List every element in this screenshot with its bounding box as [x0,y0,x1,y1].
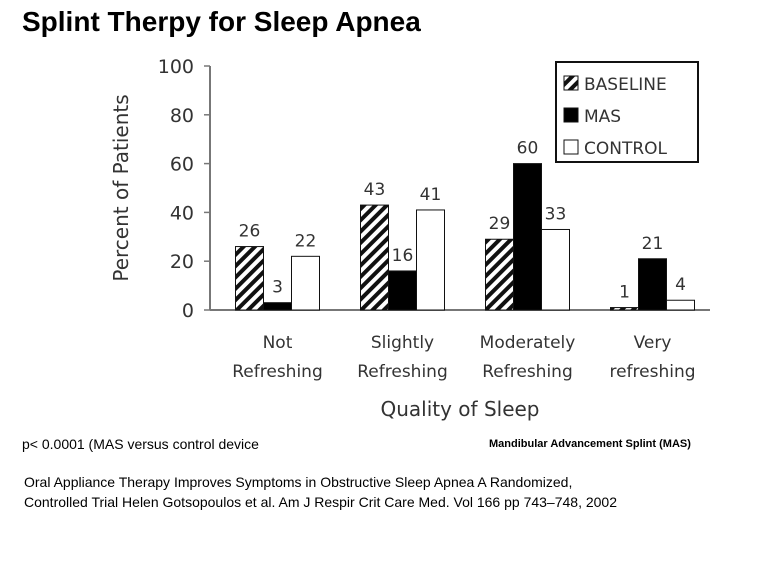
bar-value-label: 33 [544,204,567,225]
significance-note: p< 0.0001 (MAS versus control device [22,436,259,452]
bar-control [667,300,695,310]
y-tick-label: 20 [169,251,194,274]
bar-baseline [486,239,514,310]
bar-mas [264,303,292,310]
x-tick-label: Refreshing [482,362,573,382]
y-tick-label: 80 [169,104,194,127]
bar-value-label: 26 [238,221,261,242]
legend-swatch-mas [564,108,578,122]
citation [24,472,764,512]
slide-title: Splint Therpy for Sleep Apnea [22,6,421,37]
x-tick-label: Moderately [479,333,576,353]
abbreviation-note: Mandibular Advancement Splint (MAS) [489,438,691,450]
bar-baseline [611,308,639,310]
legend-label: MAS [584,107,622,127]
legend-swatch-baseline [564,76,578,90]
bar-value-label: 4 [675,275,686,296]
x-tick-label: refreshing [609,362,696,382]
bar-value-label: 41 [419,184,442,205]
bar-value-label: 3 [272,277,283,298]
bar-value-label: 1 [619,282,630,303]
bar-value-label: 22 [294,231,317,252]
x-tick-label: Refreshing [357,362,448,382]
bar-value-label: 60 [516,138,539,159]
bar-baseline [236,247,264,310]
bar-baseline [361,205,389,310]
y-axis-title: Percent of Patients [109,94,133,282]
bar-mas [514,164,542,310]
bar-value-label: 43 [363,180,386,201]
bar-mas [639,259,667,310]
bar-mas [389,271,417,310]
bar-value-label: 21 [641,233,664,254]
bar-chart [100,48,730,433]
x-tick-label: Very [633,333,672,353]
citation-line: Controlled Trial Helen Gotsopoulos et al. Am J Respir Crit Care Med. Vol 166 pp 743–748, 2002 [24,494,617,510]
bar-value-label: 29 [488,214,511,235]
y-tick-label: 40 [169,202,194,225]
bar-control [417,210,445,310]
bar-control [542,229,570,310]
y-tick-label: 100 [157,56,194,78]
x-tick-label: Slightly [370,333,435,353]
citation-line: Oral Appliance Therapy Improves Symptoms in Obstructive Sleep Apnea A Randomized, [24,474,573,490]
y-tick-label: 0 [181,300,194,322]
legend-swatch-control [564,140,578,154]
y-tick-label: 60 [169,153,194,176]
bar-control [292,256,320,310]
legend-label: BASELINE [584,75,667,95]
bar-value-label: 16 [391,245,414,266]
legend-label: CONTROL [584,139,668,159]
x-axis-title: Quality of Sleep [380,397,540,421]
x-tick-label: Refreshing [232,362,323,382]
x-tick-label: Not [262,333,293,353]
